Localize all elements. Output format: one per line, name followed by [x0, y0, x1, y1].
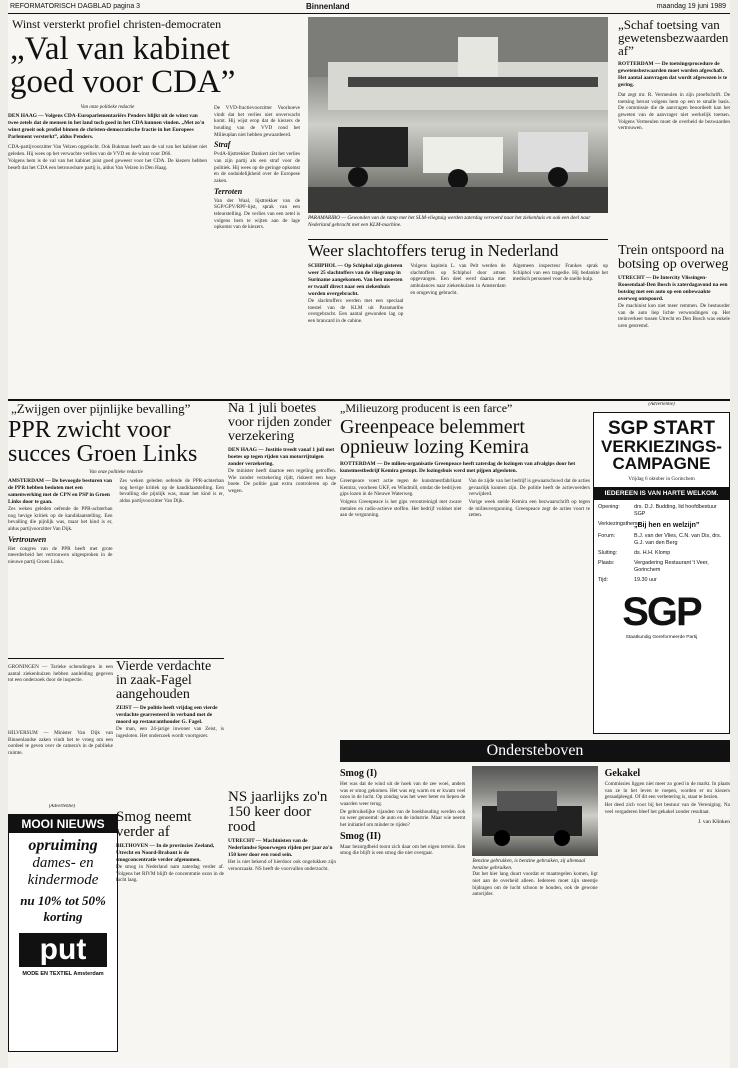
car-photo — [472, 766, 597, 856]
plane-caption-text: PARAMARIBO — Gewonden van de ramp met het SLM-vliegtuig werden zaterdag vervoerd naar het ziekenhuis en ook een deel naar Nederland gebracht met een KLM-machine. — [308, 215, 591, 228]
plane-photo — [308, 17, 608, 213]
cda-body-2: Volgens hem is de val van het kabinet juist goed geweest voor het CDA. De kiezers hebben beseft dat het CDA een betrouwbare partij is, aldus Van Velzen in Den Haag. — [8, 158, 207, 172]
trein-headline: Trein ontspoord na botsing op overweg — [618, 244, 729, 272]
sgp-opening-value: drs. D.J. Budding, lid hoofdbestuur SGP — [634, 503, 717, 517]
kemira-headline-2: opnieuw lozing Kemira — [340, 436, 529, 458]
smog1-body-2: De gebruikelijke vijanden van de boekhouding werden ook nu weer genoemd: de auto en de industrie. Maar wie neemt het initiatief om minder te rijden? — [340, 808, 466, 828]
kemira-headline-1: Greenpeace belemmert — [340, 416, 525, 438]
smog2-body: Maar bezorgdheid toont zich daar om het eigen terrein. Een smog die blijft is een smog die niet overgaat. — [340, 843, 466, 857]
na1juli-lead: DEN HAAG — Justitie treedt vanaf 1 juli met boetes op tegen rijden van motorrijtuigen zonder verzekering. — [228, 447, 335, 468]
sgp-theme-value: „Bij hen en welzijn” — [634, 521, 700, 529]
slachtoffers-body-2: Volgens kapitein L. van Pelt werden de slachtoffers op Schiphol door artsen opgevangen. Een deel werd daarna met ambulances naar ziekenhuizen in Amsterdam en omgeving gebracht. — [410, 263, 506, 296]
ppr-byline: Van onze politieke redactie — [89, 470, 143, 475]
header-left: REFORMATORISCH DAGBLAD pagina 3 — [10, 3, 141, 10]
cda-lead: DEN HAAG — Volgens CDA-Europarlementariërs Penders blijkt uit de winst van twee zetels dat de mensen in het land toch goed in het CDA kunnen vinden. „Met zo'n winst groeit ook profiel binnen de christen-democratische fractie in het Europees Parlement versterkt”, aldus Penders. — [8, 113, 205, 141]
put-logo: put — [19, 933, 107, 967]
ns-lead: UTRECHT — Machinisten van de Nederlandse Spoorwegen rijden per jaar zo'n 150 keer door een rood sein. — [228, 838, 333, 859]
ppr-kicker: „Zwijgen over pijnlijke bevalling” — [11, 402, 191, 416]
sgp-sluiting-label: Sluiting: — [598, 549, 618, 556]
sgp-tijd-value: 19.30 uur — [634, 576, 657, 583]
plane-photo-caption — [308, 215, 608, 237]
sgp-subtitle: Vrijdag 6 oktober in Gorinchem — [628, 476, 695, 482]
ppr-body-1: Zes weken geleden oefende de PPR-achterban nog hevige kritiek op de kandidaatstelling. Een bevalling die pijnlijk was, maar het kind is er, aldus partijvoorzitter Van Dijk. — [8, 506, 113, 533]
na1juli-body: De minister heeft daartoe een regeling getroffen. Wie zonder verzekering rijdt, riskeert een hoge boete. De politie gaat extra controleren op de wegen. — [228, 468, 336, 495]
sgp-ad-label-text: (Advertentie) — [648, 402, 675, 407]
kemira-body-4: Vorige week stelde Kemira een bezwaarschrift op tegen de milieuvergunning. Greenpeace zegt de acties voort te zetten. — [468, 499, 590, 519]
smog-afname-headline: Smog neemt verder af — [116, 810, 192, 840]
vierde-article — [116, 660, 224, 800]
kemira-body-1: Greenpeace voert actie tegen de kunstmestfabrikant Kemira, voorheen UKF, en Windmill, omdat die bedrijven gips lozen in de Nieuwe Waterweg. — [340, 478, 462, 498]
rule-1 — [308, 239, 608, 240]
sgp-sluiting-value: ds. H.H. Klomp — [634, 549, 671, 556]
plane-photo-drawing — [308, 17, 608, 213]
car-photo-caption: Benzine gebruiken, is benzine gebruiken, zij allemaal benzine gebruiken. — [472, 858, 586, 871]
cda-headline-1: „Val van kabinet — [10, 31, 230, 67]
gekakel-signature: J. van Klinken — [698, 819, 730, 826]
sgp-logo: SGP — [622, 589, 701, 634]
cda-kicker: Winst versterkt profiel christen-democraten — [12, 18, 222, 31]
ppr-body-3: Zes weken geleden oefende de PPR-achterban nog hevige kritiek op de kandidaatstelling. Een bevalling die pijnlijk was, maar het kind is er, aldus partijvoorzitter Van Dijk. — [119, 478, 224, 504]
ppr-lead: AMSTERDAM — De bevoegde besturen van de PPR hebben besloten met een samenwerking met de CPN en PSP in Groen Links door te gaan. — [8, 478, 112, 506]
ondersteboven-section — [340, 740, 730, 1068]
ppr-body-2: Het congres van de PPR heeft met grote meerderheid het vertrouwen uitgesproken in de nieuwe partij Groen Links. — [8, 545, 113, 565]
sgp-ad-label — [593, 402, 730, 410]
cda-body-1: CDA-partijvoorzitter Van Velzen opgelucht. Ook Bukman heeft aan de val van het kabinet niet geleden. Hij wees op het verwachte verlies van de VVD en de winst voor D66. — [8, 144, 207, 157]
page-header — [8, 0, 730, 14]
ppr-subhead: Vertrouwen — [8, 534, 47, 544]
ns-headline: NS jaarlijks zo'n 150 keer door rood — [228, 790, 328, 835]
gekakel-body-2: Het deed zich voor bij het bestuur van de Vereniging. Na veel vergaderen bleef het gekakel zonder resultaat. — [604, 801, 730, 815]
smog2-head: Smog (II) — [340, 830, 381, 842]
sgp-advertisement — [593, 412, 730, 734]
slachtoffers-article — [308, 242, 608, 398]
kemira-body-2: Volgens Greenpeace is het gips verontreinigd met zware metalen en radio-actieve stoffen. Het bedrijf voldoet niet aan de vergunning. — [340, 499, 462, 519]
vierde-headline: Vierde verdachte in zaak-Fagel aangehouden — [116, 660, 212, 702]
cda-article — [8, 18, 300, 398]
gekakel-body: Commissies liggen niet meer zo goed in de markt. In plaats van ze in het leven te roepen, worden er nu kiezers geraadpleegd. Of dit een verbetering is, staat te bezien. — [604, 781, 730, 801]
smog1-body: Het was dat de wind uit de hoek van de zee woei, anders was er smog gekomen. Het was erg warm en er kwam veel ozon in de lucht. Op zondag was het weer beter en liepen de waarden weer terug. — [340, 781, 466, 807]
car-photo-drawing — [472, 766, 592, 856]
gekakel-head: Gekakel — [604, 768, 641, 779]
sgp-forum-value: B.J. van der Vlies, C.N. van Dis, drs. G.J. van den Berg — [634, 532, 722, 546]
cda-subhead-straf: Straf — [214, 140, 231, 150]
sgp-tijd-label: Tijd: — [598, 576, 608, 583]
cda-body-5: Van der Waal, lijsttrekker van de SGP/GPV/RPF-lijst, sprak van een teleurstelling. De verlies van een zetel is volgens hem te wijten aan de lage opkomst van de kiezers. — [214, 197, 300, 231]
slachtoffers-headline: Weer slachtoffers terug in Nederland — [308, 242, 559, 260]
slachtoffers-body-3: Algemeen inspecteur Frankes sprak op Schiphol van een tragedie. Hij bedankte het medisch personeel voor de snelle hulp. — [512, 263, 608, 283]
onderste-col2-body: Dat het hier lang duurt voordat er maatregelen komen, ligt niet aan de overheid alleen. Iedereen moet zijn steentje bijdragen om de lucht schoon te houden, ook de gewone autorijder. — [472, 871, 598, 898]
mooi-line-3: dames- en — [32, 855, 94, 871]
sgp-banner: IEDEREEN IS VAN HARTE WELKOM. — [594, 487, 729, 500]
cda-body-3: De VVD-fractievoorzitter Voorhoeve vindt dat het verlies niet onverwacht komt. Hij wijst erop dat de kiezers de houding van de VVD rond het Milieuplan niet hebben gewaardeerd. — [214, 105, 300, 138]
mooi-line-5: nu 10% tot 50% korting — [20, 893, 106, 924]
smog1-head: Smog (I) — [340, 768, 377, 779]
rule-2 — [8, 399, 730, 401]
smog-afname-article — [116, 810, 224, 1060]
ppr-headline-2: succes Groen Links — [8, 441, 198, 467]
kemira-article — [340, 402, 590, 646]
vierde-lead: ZEIST — De politie heeft vrijdag een vierde verdachte gearresteerd in verband met de moord op restauranthouder G. Fagel. — [116, 705, 218, 726]
sgp-forum-label: Forum: — [598, 532, 616, 539]
mooi-line-1: MOOI NIEUWS — [9, 815, 117, 833]
ns-body: Het is niet bekend of hierdoor ook ongelukken zijn veroorzaakt. NS heeft de voorvallen onderzocht. — [228, 859, 336, 872]
kemira-kicker: „Milieuzorg producent is een farce” — [340, 402, 513, 415]
slachtoffers-body-1: De slachtoffers werden met een speciaal toestel van de KLM uit Paramaribo overgebracht. Een aantal gewonden lag op een brancard in de cabine. — [308, 298, 404, 325]
ns-article — [228, 790, 336, 1060]
ondersteboven-title: Ondersteboven — [340, 740, 730, 762]
sgp-title-2: VERKIEZINGS- — [601, 437, 722, 456]
hilversum-brief: HILVERSUM — Minister Van Dijk van Binnenlandse zaken vindt het te vroeg om een oordeel te geven over de camera's in de publieke ruimte. — [8, 730, 113, 756]
header-date: maandag 19 juni 1989 — [656, 3, 726, 10]
schaf-headline: „Schaf toetsing van gewetensbezwaarden af” — [618, 18, 729, 58]
trein-lead: UTRECHT — De Intercity Vlissingen-Roosendaal-Den Bosch is zaterdagavond na een botsing met een auto op een onbewaakte overweg ontspoord. — [618, 275, 728, 303]
sgp-plaats-value: Vergadering Restaurant 't Veer, Gorinchem — [634, 559, 709, 573]
sgp-logo-sub: Staatkundig Gereformeerde Partij — [625, 634, 698, 640]
mooi-footer: MODE EN TEXTIEL Amsterdam — [22, 971, 104, 977]
cda-byline: Van onze politieke redactie — [80, 105, 135, 110]
slachtoffers-lead: SCHIPHOL — Op Schiphol zijn gisteren weer 25 slachtoffers van de vliegramp in Suriname aangekomen. Van hen moesten er twaalf direct naar een ziekenhuis worden overgebracht. — [308, 263, 403, 298]
schaf-body: Dat zegt mr. R. Vermeulen in zijn proefschrift. De toetsing berust volgens hem op een te smalle basis. De commissie die de aanvragen beoordeelt kan het geweten van de aanvrager niet werkelijk toetsen. Volgens Vermeulen moet de overheid de bezwaarden vertrouwen. — [618, 92, 730, 132]
smog-afname-lead: BILTHOVEN — In de provincies Zeeland, Utrecht en Noord-Brabant is de smogconcentratie verder afgenomen. — [116, 843, 215, 864]
cda-subhead-terroten: Terroten — [214, 186, 243, 196]
sgp-opening-label: Opening: — [598, 503, 620, 510]
groningen-brief: GRONINGEN — Tarieke schendingen in een aantal ziekenhuizen hebben aanleiding gegeven tot een onderzoek door de inspectie. — [8, 664, 113, 684]
na1juli-headline: Na 1 juli boetes voor rijden zonder verzekering — [228, 402, 332, 444]
mooi-ad-label — [8, 804, 116, 812]
na1juli-article — [228, 402, 336, 652]
mooi-line-2: opruiming — [28, 837, 98, 854]
mooi-nieuws-advertisement — [8, 814, 118, 1052]
schaf-lead: ROTTERDAM — De toetsingsprocedure de gewetensbezwaarden moet worden afgeschaft. Het aantal aanvragen dat wordt afgewezen is te gering. — [618, 61, 728, 89]
sgp-title-3: CAMPAGNE — [612, 454, 711, 473]
trein-body: De machinist kon niet meer remmen. De bestuurder van de auto liep lichte verwondingen op. Het treinverkeer tussen Utrecht en Den Bosch was enkele uren gestremd. — [618, 303, 730, 330]
kemira-body-3: Van de zijde van het bedrijf is gewaarschuwd dat de acties gevaarlijk kunnen zijn. De politie heeft de actievoerders verwijderd. — [468, 478, 590, 498]
smog-afname-body: De smog in Nederland nam zaterdag verder af. Volgens het RIVM blijft de concentratie ozon in de lucht laag. — [116, 864, 224, 884]
sgp-plaats-label: Plaats: — [598, 559, 615, 566]
sgp-theme-label: Verkiezingsthema: — [598, 520, 643, 527]
ppr-rule — [8, 658, 224, 659]
kemira-lead: ROTTERDAM — De milieu-organisatie Greenpeace heeft zaterdag de lozingen van afvalgips door het kunstmestbedrijf Kemira gestopt. De lozingsbuis werd met pijpen afgesloten. — [340, 461, 576, 475]
cda-body-4: PvdA-lijsttrekker Dankert ziet het verlies van zijn partij als een straf voor de politiek. Hij wees op de geringe opkomst en de onduidelijkheid over de Europese zaken. — [214, 151, 300, 184]
newspaper-page — [8, 0, 730, 1068]
cda-headline-2: goed voor CDA” — [10, 64, 236, 100]
mooi-ad-label-text: (Advertentie) — [48, 804, 76, 809]
vierde-body: De man, een 24-jarige inwoner van Zeist, is ingesloten. Het onderzoek wordt voortgezet. — [116, 726, 224, 739]
sgp-title-1: SGP START — [608, 418, 715, 439]
mooi-line-4: kindermode — [27, 872, 99, 888]
trein-article — [618, 244, 730, 398]
section-title: Binnenland — [306, 2, 350, 11]
ppr-headline-1: PPR zwicht voor — [8, 417, 171, 443]
